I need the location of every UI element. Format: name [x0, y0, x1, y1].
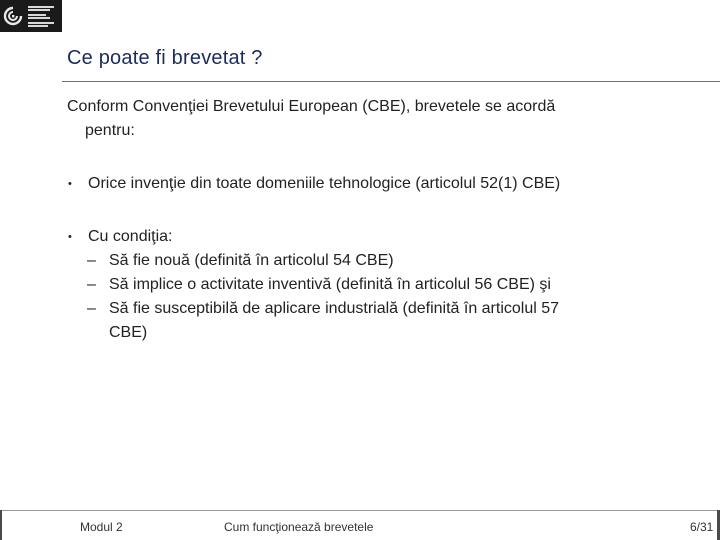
intro-line-1: Conform Convenţiei Brevetului European (CBE), brevetele se acordă	[67, 98, 556, 115]
epo-logo-icon	[0, 0, 26, 32]
dash-icon: –	[87, 252, 96, 269]
sub-bullet-item	[67, 249, 667, 273]
sub-bullet-item	[67, 297, 667, 345]
footer-module: Modul 2	[80, 520, 123, 534]
page-number: 6/31	[690, 520, 714, 534]
bullet-text: Cu condiţia:	[88, 228, 173, 245]
title-divider	[62, 81, 720, 82]
slide-title: Ce poate fi brevetat ?	[67, 47, 263, 69]
sub-bullet-item	[67, 273, 667, 297]
bullet-text: Orice invenţie din toate domeniile tehnologice (articolul 52(1) CBE)	[88, 175, 561, 192]
dash-icon: –	[87, 276, 96, 293]
logo-wordmark	[28, 6, 54, 27]
intro-line-2: pentru:	[85, 122, 135, 139]
footer-title: Cum funcţionează brevetele	[224, 520, 374, 534]
sub-bullet-text-continued: CBE)	[109, 324, 148, 341]
sub-bullet-text: Să fie susceptibilă de aplicare industrială (definită în articolul 57	[109, 300, 560, 317]
slide-body	[67, 95, 667, 345]
footer-left-border	[0, 510, 2, 540]
sub-bullet-text: Să implice o activitate inventivă (definită în articolul 56 CBE) şi	[109, 276, 551, 293]
bullet-item	[67, 225, 667, 249]
intro-paragraph	[67, 95, 667, 143]
sub-bullet-text: Să fie nouă (definită în articolul 54 CBE)	[109, 252, 394, 269]
epo-logo	[0, 0, 62, 32]
bullet-dot-icon: •	[68, 231, 72, 243]
dash-icon: –	[87, 300, 96, 317]
bullet-dot-icon: •	[68, 178, 72, 190]
slide-footer	[0, 510, 720, 540]
bullet-item	[67, 172, 667, 196]
